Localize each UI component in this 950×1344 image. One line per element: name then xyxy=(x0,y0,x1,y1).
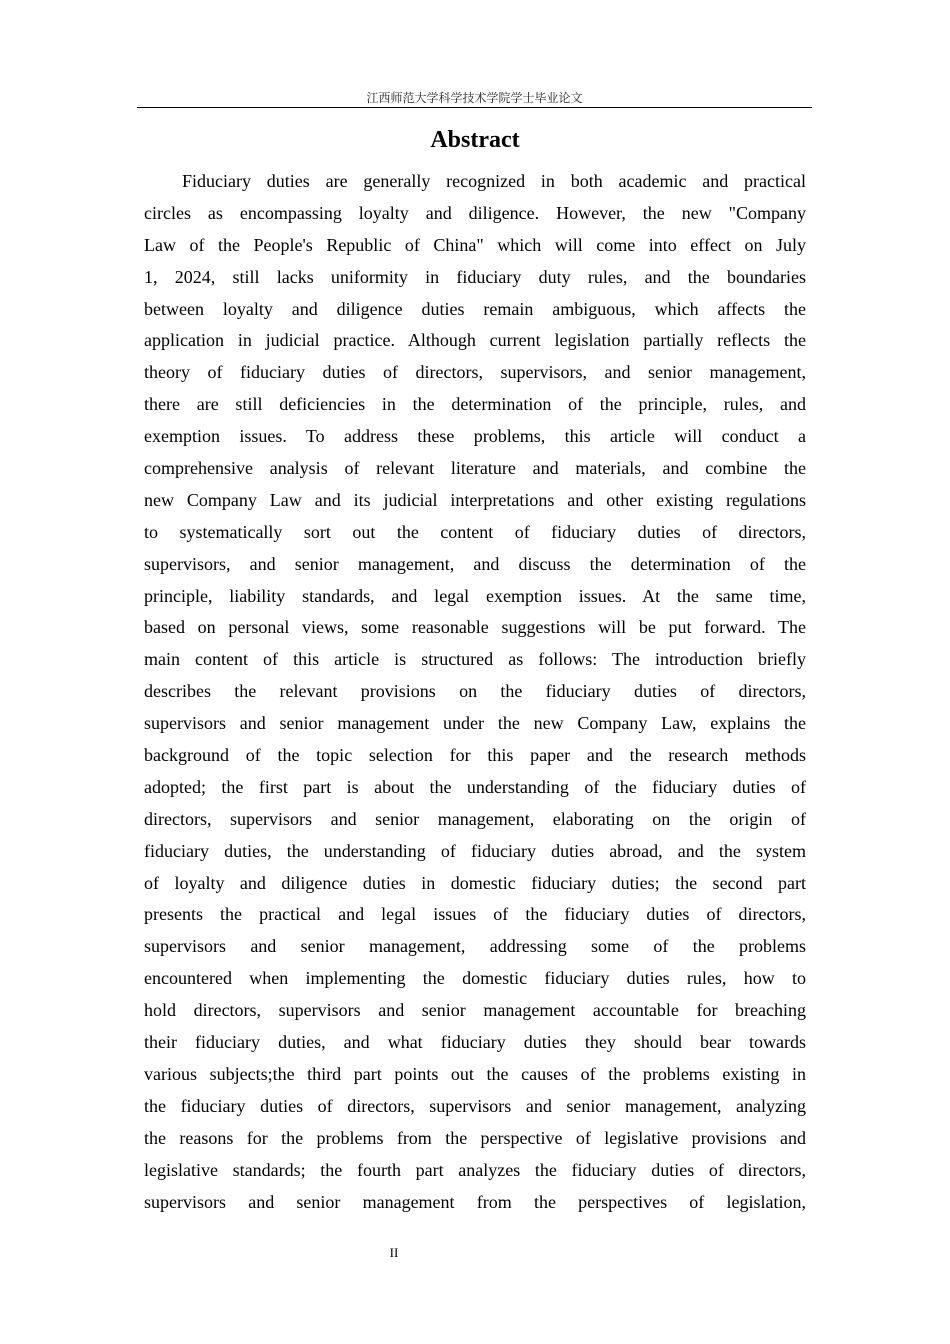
abstract-line: principle, liability standards, and legal exemption issues. At the same time, xyxy=(144,585,806,606)
abstract-line: supervisors and senior management from the perspectives of legislation, xyxy=(144,1191,806,1212)
abstract-line: to systematically sort out the content of fiduciary duties of directors, xyxy=(144,521,806,542)
abstract-line: 1, 2024, still lacks uniformity in fiduciary duty rules, and the boundaries xyxy=(144,266,806,287)
abstract-line: comprehensive analysis of relevant literature and materials, and combine the xyxy=(144,458,806,479)
abstract-line: directors, supervisors and senior management, elaborating on the origin of xyxy=(144,808,806,829)
abstract-line: the fiduciary duties of directors, supervisors and senior management, analyzing xyxy=(144,1095,806,1116)
abstract-line: describes the relevant provisions on the fiduciary duties of directors, xyxy=(144,681,806,702)
abstract-line: legislative standards; the fourth part analyzes the fiduciary duties of directors, xyxy=(144,1159,806,1180)
abstract-line: Law of the People's Republic of China" which will come into effect on July xyxy=(144,234,806,255)
running-header: 江西师范大学科学技术学院学士毕业论文 xyxy=(137,90,812,108)
abstract-line: of loyalty and diligence duties in domestic fiduciary duties; the second part xyxy=(144,872,806,893)
abstract-line: background of the topic selection for this paper and the research methods xyxy=(144,745,806,766)
abstract-line: supervisors and senior management under the new Company Law, explains the xyxy=(144,713,806,734)
abstract-line: theory of fiduciary duties of directors, supervisors, and senior management, xyxy=(144,362,806,383)
abstract-line: encountered when implementing the domestic fiduciary duties rules, how to xyxy=(144,968,806,989)
page-number: II xyxy=(389,1245,399,1260)
abstract-body xyxy=(144,166,806,1218)
abstract-line: exemption issues. To address these problems, this article will conduct a xyxy=(144,426,806,447)
abstract-line: adopted; the first part is about the understanding of the fiduciary duties of xyxy=(144,776,806,797)
abstract-line: application in judicial practice. Although current legislation partially reflects the xyxy=(144,330,806,351)
abstract-line: based on personal views, some reasonable suggestions will be put forward. The xyxy=(144,617,806,638)
abstract-line: fiduciary duties, the understanding of fiduciary duties abroad, and the system xyxy=(144,840,806,861)
abstract-line: new Company Law and its judicial interpretations and other existing regulations xyxy=(144,489,806,510)
abstract-line: supervisors, and senior management, and discuss the determination of the xyxy=(144,553,806,574)
abstract-line: the reasons for the problems from the perspective of legislative provisions and xyxy=(144,1127,806,1148)
abstract-line: their fiduciary duties, and what fiduciary duties they should bear towards xyxy=(144,1032,806,1053)
abstract-line: between loyalty and diligence duties remain ambiguous, which affects the xyxy=(144,298,806,319)
abstract-title: Abstract xyxy=(430,127,520,153)
abstract-line: Fiduciary duties are generally recognized in both academic and practical xyxy=(182,171,806,191)
abstract-line: hold directors, supervisors and senior management accountable for breaching xyxy=(144,1000,806,1021)
abstract-line: various subjects;the third part points out the causes of the problems existing in xyxy=(144,1063,806,1084)
abstract-line: presents the practical and legal issues of the fiduciary duties of directors, xyxy=(144,904,806,925)
abstract-line: main content of this article is structured as follows: The introduction briefly xyxy=(144,649,806,670)
abstract-line: circles as encompassing loyalty and diligence. However, the new "Company xyxy=(144,202,806,223)
abstract-line: supervisors and senior management, addressing some of the problems xyxy=(144,936,806,957)
abstract-line: there are still deficiencies in the determination of the principle, rules, and xyxy=(144,394,806,415)
